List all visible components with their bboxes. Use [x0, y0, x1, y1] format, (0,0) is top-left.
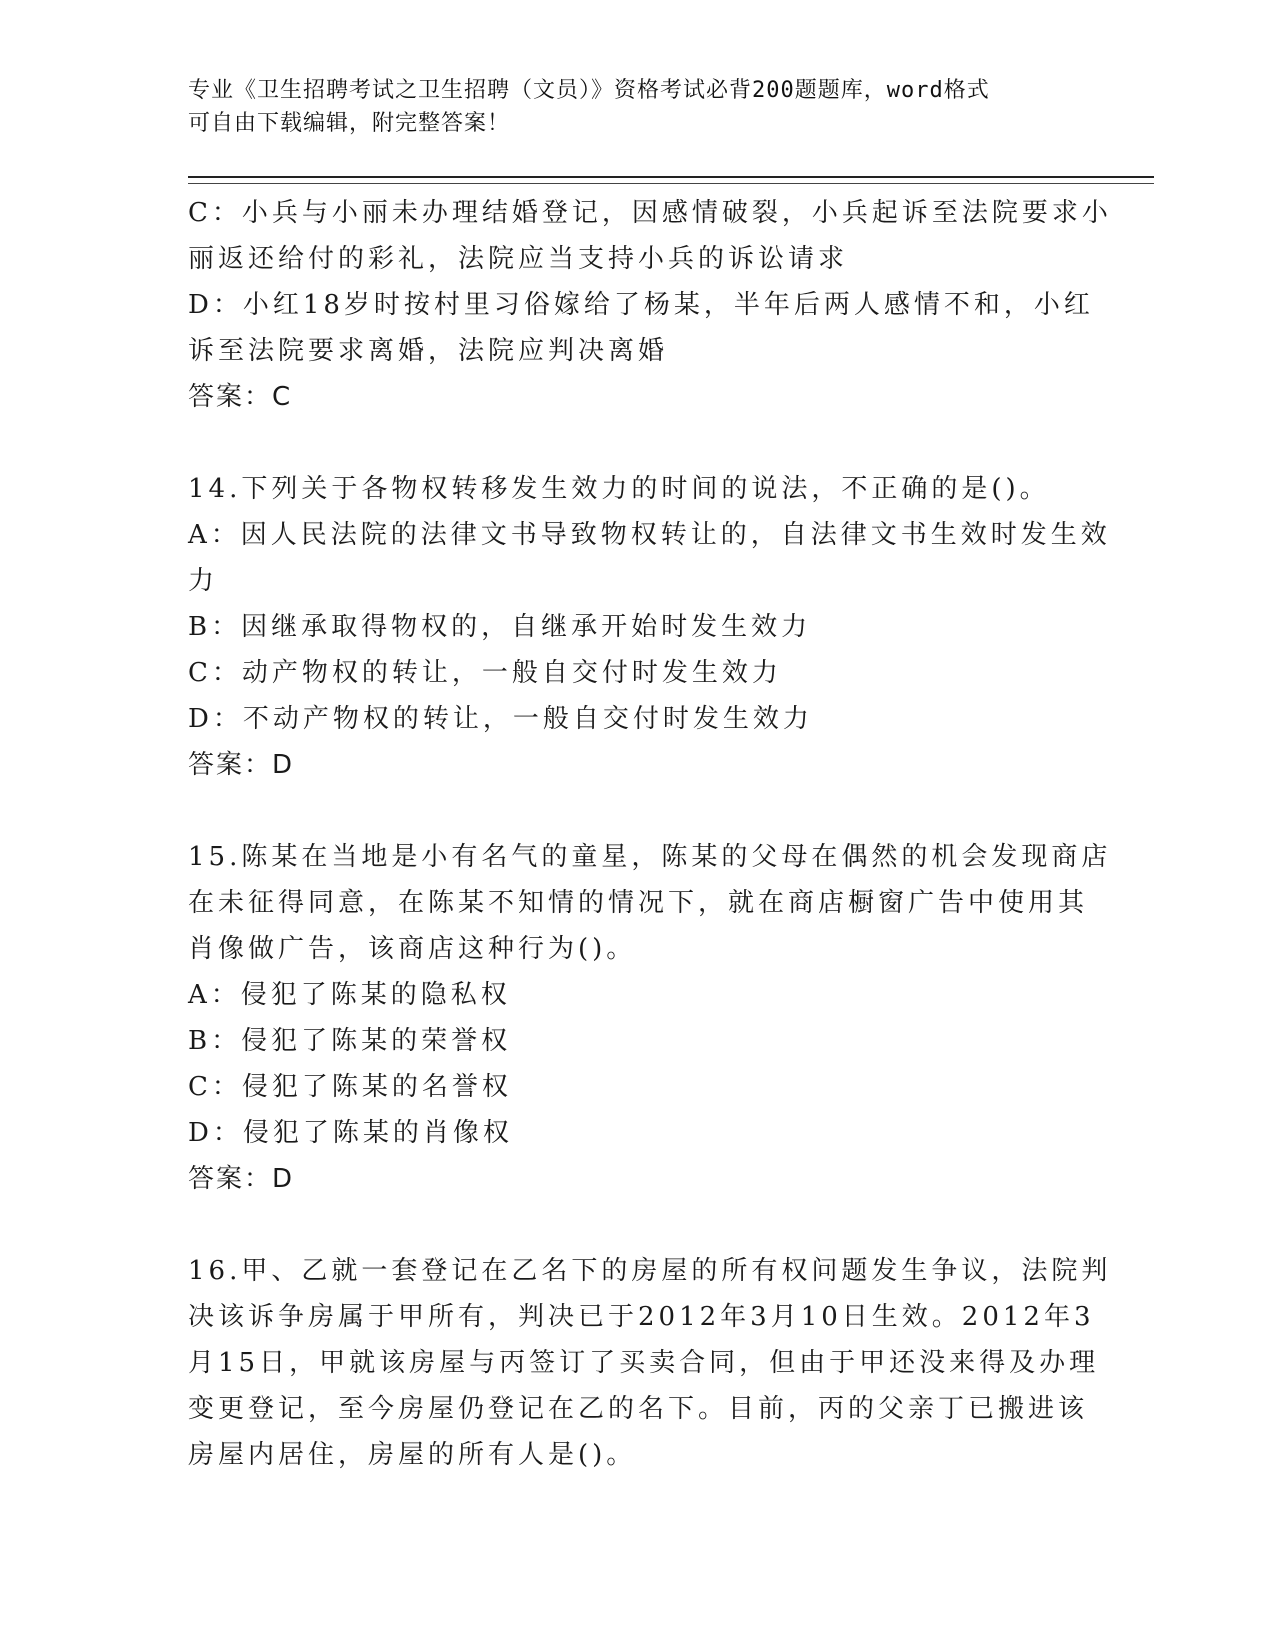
question-stem-line-3: 月15日，甲就该房屋与丙签订了买卖合同，但由于甲还没来得及办理 — [188, 1348, 1100, 1378]
answer-label: 答案：D — [188, 750, 295, 780]
question-stem: 14.下列关于各物权转移发生效力的时间的说法，不正确的是()。 — [188, 474, 1050, 504]
option-b: B：侵犯了陈某的荣誉权 — [188, 1026, 512, 1056]
question-13-block — [188, 190, 1112, 420]
answer-label: 答案：C — [188, 382, 293, 412]
option-d: D：侵犯了陈某的肖像权 — [188, 1118, 513, 1148]
question-14-block — [188, 466, 1111, 788]
question-stem-line-2: 在未征得同意，在陈某不知情的情况下，就在商店橱窗广告中使用其 — [188, 888, 1089, 918]
option-c-line-1: C：小兵与小丽未办理结婚登记，因感情破裂，小兵起诉至法院要求小 — [188, 198, 1112, 228]
header-title-line-2: 可自由下载编辑，附完整答案！ — [188, 111, 511, 136]
question-spacer — [188, 420, 1088, 466]
question-spacer — [188, 1202, 1088, 1248]
question-16-block — [188, 1248, 1112, 1478]
question-stem-line-1: 16.甲、乙就一套登记在乙名下的房屋的所有权问题发生争议，法院判 — [188, 1256, 1112, 1286]
question-stem-line-1: 15.陈某在当地是小有名气的童星，陈某的父母在偶然的机会发现商店 — [188, 842, 1112, 872]
header-title-line-1: 专业《卫生招聘考试之卫生招聘（文员）》资格考试必背200题题库，word格式 — [188, 78, 990, 103]
option-b: B：因继承取得物权的，自继承开始时发生效力 — [188, 612, 812, 642]
option-d: D：不动产物权的转让，一般自交付时发生效力 — [188, 704, 813, 734]
question-stem-line-2: 决该诉争房属于甲所有，判决已于2012年3月10日生效。2012年3 — [188, 1302, 1095, 1332]
option-d-line-1: D：小红18岁时按村里习俗嫁给了杨某，半年后两人感情不和，小红 — [188, 290, 1094, 320]
option-a-line-1: A：因人民法院的法律文书导致物权转让的，自法律文书生效时发生效 — [188, 520, 1111, 550]
answer-label: 答案：D — [188, 1164, 295, 1194]
header-divider-thin — [188, 183, 1154, 184]
header-divider-thick — [188, 176, 1154, 178]
question-stem-line-3: 肖像做广告，该商店这种行为()。 — [188, 934, 637, 964]
option-c: C：动产物权的转让，一般自交付时发生效力 — [188, 658, 782, 688]
question-spacer — [188, 788, 1088, 834]
option-a: A：侵犯了陈某的隐私权 — [188, 980, 511, 1010]
question-stem-line-4: 变更登记，至今房屋仍登记在乙的名下。目前，丙的父亲丁已搬进该 — [188, 1394, 1089, 1424]
option-c-line-2: 丽返还给付的彩礼，法院应当支持小兵的诉讼请求 — [188, 244, 849, 274]
document-header — [188, 74, 1068, 140]
document-body — [188, 190, 1112, 1478]
option-a-line-2: 力 — [188, 566, 219, 596]
option-c: C：侵犯了陈某的名誉权 — [188, 1072, 512, 1102]
option-d-line-2: 诉至法院要求离婚，法院应判决离婚 — [188, 336, 669, 366]
question-stem-line-5: 房屋内居住，房屋的所有人是()。 — [188, 1440, 637, 1470]
question-15-block — [188, 834, 1112, 1202]
